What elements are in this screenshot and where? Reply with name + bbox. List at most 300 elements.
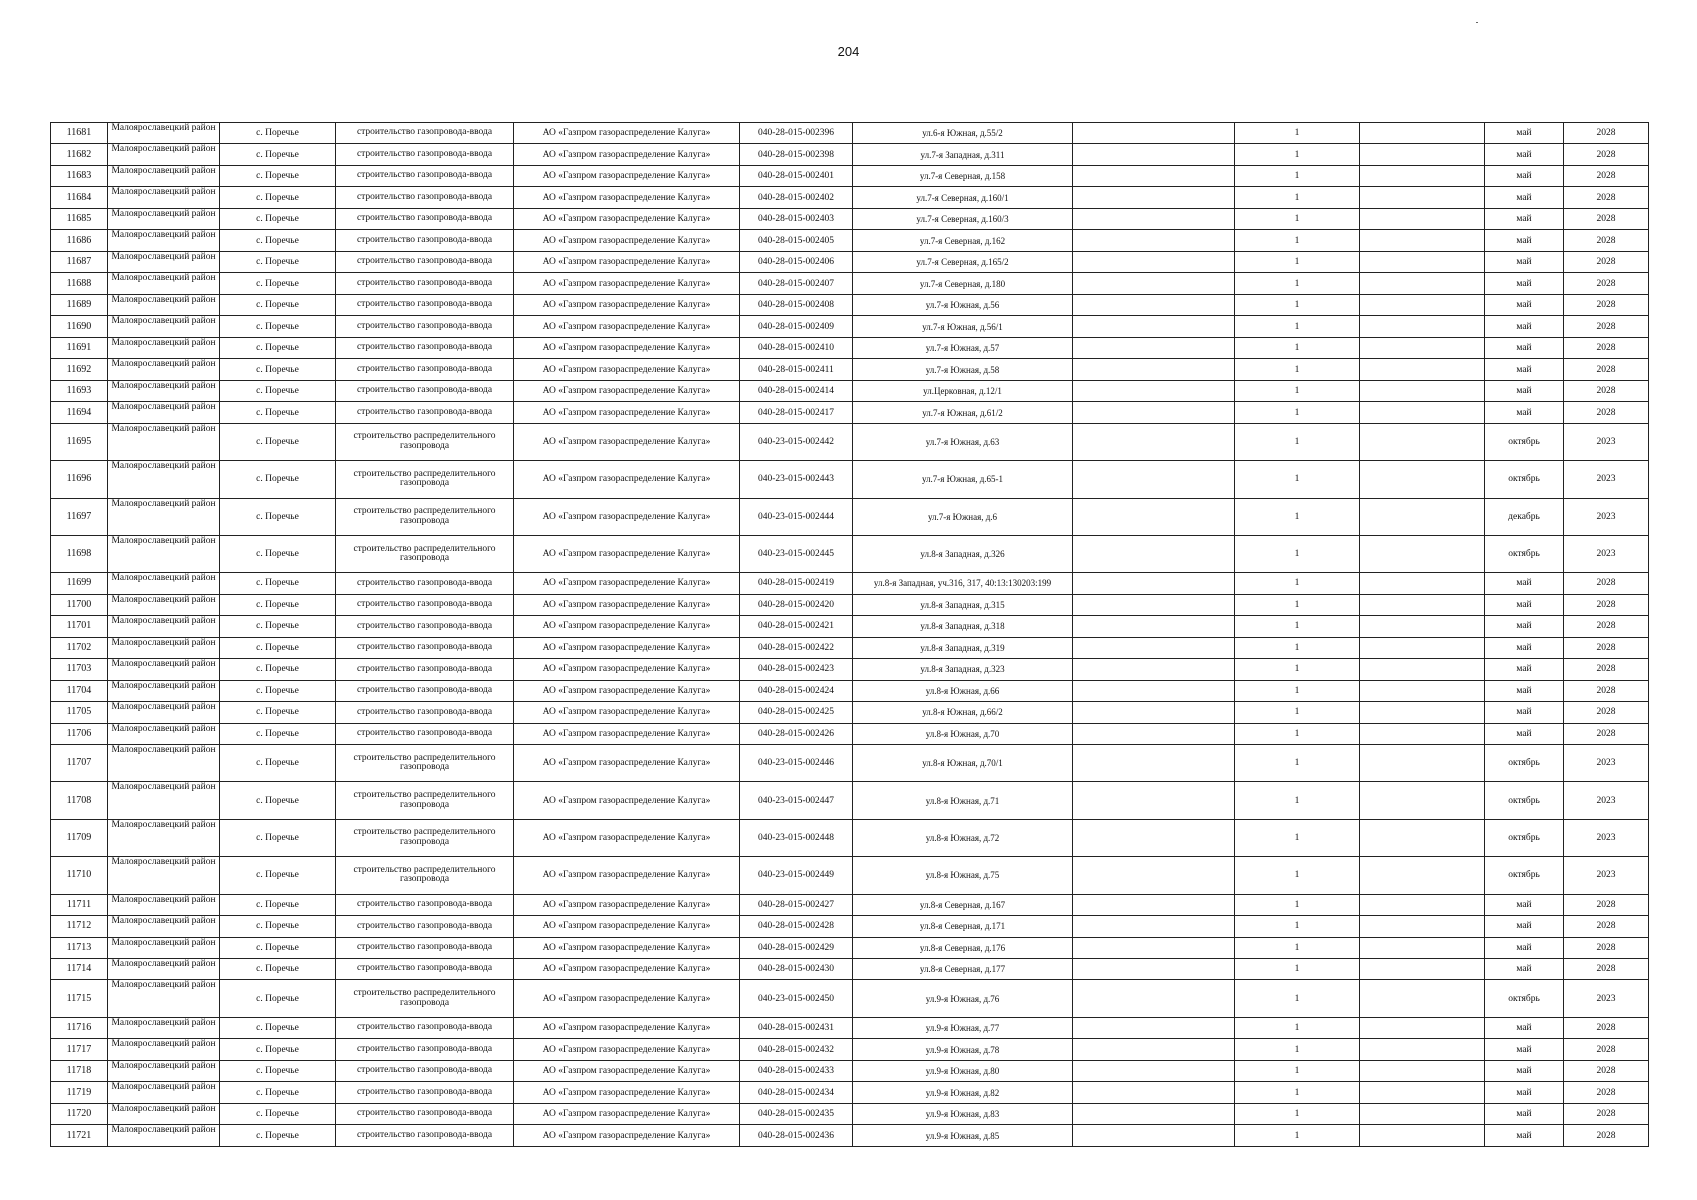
object-code-cell: 040-23-015-002448 [740, 819, 853, 856]
object-code-cell: 040-23-015-002444 [740, 498, 853, 535]
work-type-cell: строительство газопровода-ввода [336, 187, 514, 208]
month-cell: май [1485, 594, 1564, 615]
district-cell: Малоярославецкий район [108, 894, 220, 915]
quantity-cell: 1 [1235, 251, 1360, 272]
quantity-cell: 1 [1235, 958, 1360, 979]
empty-cell [1073, 535, 1235, 572]
company-cell: АО «Газпром газораспределение Калуга» [514, 937, 740, 958]
empty-cell [1073, 680, 1235, 701]
row-number: 11681 [51, 123, 108, 144]
object-code-cell: 040-28-015-002422 [740, 637, 853, 658]
settlement-cell: с. Поречье [220, 937, 336, 958]
table-row [51, 316, 1649, 337]
company-cell: АО «Газпром газораспределение Калуга» [514, 251, 740, 272]
object-code-cell: 040-23-015-002443 [740, 461, 853, 498]
address-cell: ул.9-я Южная, д.77 [853, 1017, 1073, 1038]
year-cell: 2023 [1564, 423, 1649, 460]
quantity-cell: 1 [1235, 165, 1360, 186]
company-cell: АО «Газпром газораспределение Калуга» [514, 659, 740, 680]
address-cell: ул.8-я Южная, д.70 [853, 723, 1073, 744]
row-number: 11691 [51, 337, 108, 358]
table-row [51, 745, 1649, 782]
row-number: 11707 [51, 745, 108, 782]
empty-cell [1360, 573, 1485, 594]
table-row [51, 1125, 1649, 1147]
company-cell: АО «Газпром газораспределение Калуга» [514, 616, 740, 637]
empty-cell [1073, 594, 1235, 615]
empty-cell [1360, 230, 1485, 251]
empty-cell [1073, 165, 1235, 186]
work-type-cell: строительство газопровода-ввода [336, 1060, 514, 1081]
empty-cell [1073, 144, 1235, 165]
work-type-cell: строительство газопровода-ввода [336, 402, 514, 423]
empty-cell [1360, 144, 1485, 165]
address-cell: ул.9-я Южная, д.80 [853, 1060, 1073, 1081]
month-cell: октябрь [1485, 980, 1564, 1017]
settlement-cell: с. Поречье [220, 144, 336, 165]
settlement-cell: с. Поречье [220, 594, 336, 615]
settlement-cell: с. Поречье [220, 1125, 336, 1147]
empty-cell [1360, 1082, 1485, 1103]
row-number: 11712 [51, 916, 108, 937]
district-cell: Малоярославецкий район [108, 723, 220, 744]
year-cell: 2028 [1564, 616, 1649, 637]
month-cell: май [1485, 702, 1564, 723]
district-cell: Малоярославецкий район [108, 423, 220, 460]
table-row [51, 187, 1649, 208]
address-cell: ул.8-я Южная, д.70/1 [853, 745, 1073, 782]
month-cell: май [1485, 723, 1564, 744]
table-row [51, 1017, 1649, 1038]
row-number: 11716 [51, 1017, 108, 1038]
company-cell: АО «Газпром газораспределение Калуга» [514, 857, 740, 894]
table-row [51, 573, 1649, 594]
work-type-cell: строительство газопровода-ввода [336, 165, 514, 186]
object-code-cell: 040-28-015-002431 [740, 1017, 853, 1038]
object-code-cell: 040-28-015-002436 [740, 1125, 853, 1147]
district-cell: Малоярославецкий район [108, 980, 220, 1017]
table-row [51, 461, 1649, 498]
district-cell: Малоярославецкий район [108, 819, 220, 856]
table-row [51, 916, 1649, 937]
row-number: 11686 [51, 230, 108, 251]
address-cell: ул.7-я Южная, д.56 [853, 294, 1073, 315]
month-cell: май [1485, 573, 1564, 594]
work-type-cell: строительство распределительного газопровода [336, 745, 514, 782]
work-type-cell: строительство газопровода-ввода [336, 294, 514, 315]
district-cell: Малоярославецкий район [108, 916, 220, 937]
table-row [51, 937, 1649, 958]
empty-cell [1073, 1039, 1235, 1060]
month-cell: май [1485, 187, 1564, 208]
address-cell: ул.7-я Северная, д.165/2 [853, 251, 1073, 272]
month-cell: октябрь [1485, 423, 1564, 460]
company-cell: АО «Газпром газораспределение Калуга» [514, 461, 740, 498]
year-cell: 2028 [1564, 294, 1649, 315]
work-type-cell: строительство распределительного газопровода [336, 535, 514, 572]
empty-cell [1073, 937, 1235, 958]
year-cell: 2028 [1564, 573, 1649, 594]
company-cell: АО «Газпром газораспределение Калуга» [514, 573, 740, 594]
address-cell: ул.7-я Северная, д.158 [853, 165, 1073, 186]
table-row [51, 894, 1649, 915]
settlement-cell: с. Поречье [220, 230, 336, 251]
row-number: 11693 [51, 380, 108, 401]
address-cell: ул.9-я Южная, д.78 [853, 1039, 1073, 1060]
year-cell: 2028 [1564, 680, 1649, 701]
settlement-cell: с. Поречье [220, 1103, 336, 1124]
quantity-cell: 1 [1235, 123, 1360, 144]
quantity-cell: 1 [1235, 916, 1360, 937]
month-cell: май [1485, 230, 1564, 251]
table-row [51, 723, 1649, 744]
empty-cell [1073, 702, 1235, 723]
object-code-cell: 040-23-015-002442 [740, 423, 853, 460]
work-type-cell: строительство газопровода-ввода [336, 680, 514, 701]
company-cell: АО «Газпром газораспределение Калуга» [514, 402, 740, 423]
quantity-cell: 1 [1235, 337, 1360, 358]
district-cell: Малоярославецкий район [108, 1060, 220, 1081]
company-cell: АО «Газпром газораспределение Калуга» [514, 723, 740, 744]
object-code-cell: 040-28-015-002429 [740, 937, 853, 958]
table-body [51, 123, 1649, 1147]
object-code-cell: 040-28-015-002414 [740, 380, 853, 401]
company-cell: АО «Газпром газораспределение Калуга» [514, 273, 740, 294]
empty-cell [1073, 616, 1235, 637]
empty-cell [1360, 594, 1485, 615]
address-cell: ул.8-я Южная, д.66/2 [853, 702, 1073, 723]
company-cell: АО «Газпром газораспределение Калуга» [514, 498, 740, 535]
empty-cell [1360, 702, 1485, 723]
table-row [51, 498, 1649, 535]
month-cell: май [1485, 165, 1564, 186]
company-cell: АО «Газпром газораспределение Калуга» [514, 894, 740, 915]
settlement-cell: с. Поречье [220, 1060, 336, 1081]
work-type-cell: строительство газопровода-ввода [336, 208, 514, 229]
empty-cell [1073, 359, 1235, 380]
object-code-cell: 040-28-015-002435 [740, 1103, 853, 1124]
table-row [51, 423, 1649, 460]
settlement-cell: с. Поречье [220, 573, 336, 594]
settlement-cell: с. Поречье [220, 916, 336, 937]
empty-cell [1073, 723, 1235, 744]
month-cell: май [1485, 359, 1564, 380]
table-row [51, 1082, 1649, 1103]
empty-cell [1360, 359, 1485, 380]
month-cell: май [1485, 958, 1564, 979]
empty-cell [1360, 1060, 1485, 1081]
address-cell: ул.8-я Северная, д.177 [853, 958, 1073, 979]
empty-cell [1360, 498, 1485, 535]
row-number: 11715 [51, 980, 108, 1017]
settlement-cell: с. Поречье [220, 294, 336, 315]
empty-cell [1360, 937, 1485, 958]
empty-cell [1360, 659, 1485, 680]
district-cell: Малоярославецкий район [108, 144, 220, 165]
settlement-cell: с. Поречье [220, 337, 336, 358]
object-code-cell: 040-28-015-002396 [740, 123, 853, 144]
row-number: 11684 [51, 187, 108, 208]
year-cell: 2028 [1564, 359, 1649, 380]
quantity-cell: 1 [1235, 782, 1360, 819]
empty-cell [1073, 402, 1235, 423]
settlement-cell: с. Поречье [220, 894, 336, 915]
address-cell: ул.7-я Южная, д.65-1 [853, 461, 1073, 498]
quantity-cell: 1 [1235, 680, 1360, 701]
empty-cell [1073, 916, 1235, 937]
settlement-cell: с. Поречье [220, 745, 336, 782]
month-cell: октябрь [1485, 461, 1564, 498]
company-cell: АО «Газпром газораспределение Калуга» [514, 680, 740, 701]
year-cell: 2028 [1564, 273, 1649, 294]
quantity-cell: 1 [1235, 294, 1360, 315]
work-type-cell: строительство распределительного газопровода [336, 857, 514, 894]
settlement-cell: с. Поречье [220, 702, 336, 723]
row-number: 11705 [51, 702, 108, 723]
district-cell: Малоярославецкий район [108, 402, 220, 423]
address-cell: ул.6-я Южная, д.55/2 [853, 123, 1073, 144]
object-code-cell: 040-28-015-002426 [740, 723, 853, 744]
object-code-cell: 040-28-015-002401 [740, 165, 853, 186]
district-cell: Малоярославецкий район [108, 187, 220, 208]
table-row [51, 958, 1649, 979]
year-cell: 2023 [1564, 819, 1649, 856]
address-cell: ул.8-я Северная, д.171 [853, 916, 1073, 937]
year-cell: 2028 [1564, 187, 1649, 208]
month-cell: май [1485, 894, 1564, 915]
month-cell: май [1485, 659, 1564, 680]
empty-cell [1073, 316, 1235, 337]
year-cell: 2028 [1564, 1060, 1649, 1081]
work-type-cell: строительство газопровода-ввода [336, 937, 514, 958]
quantity-cell: 1 [1235, 423, 1360, 460]
object-code-cell: 040-23-015-002450 [740, 980, 853, 1017]
empty-cell [1073, 1017, 1235, 1038]
settlement-cell: с. Поречье [220, 723, 336, 744]
empty-cell [1360, 723, 1485, 744]
company-cell: АО «Газпром газораспределение Калуга» [514, 745, 740, 782]
company-cell: АО «Газпром газораспределение Калуга» [514, 702, 740, 723]
district-cell: Малоярославецкий район [108, 316, 220, 337]
row-number: 11692 [51, 359, 108, 380]
year-cell: 2028 [1564, 916, 1649, 937]
empty-cell [1360, 916, 1485, 937]
empty-cell [1360, 294, 1485, 315]
company-cell: АО «Газпром газораспределение Калуга» [514, 980, 740, 1017]
company-cell: АО «Газпром газораспределение Калуга» [514, 337, 740, 358]
row-number: 11700 [51, 594, 108, 615]
work-type-cell: строительство газопровода-ввода [336, 1103, 514, 1124]
work-type-cell: строительство газопровода-ввода [336, 337, 514, 358]
settlement-cell: с. Поречье [220, 498, 336, 535]
settlement-cell: с. Поречье [220, 659, 336, 680]
empty-cell [1360, 745, 1485, 782]
quantity-cell: 1 [1235, 230, 1360, 251]
address-cell: ул.7-я Южная, д.57 [853, 337, 1073, 358]
scan-speck [1476, 22, 1478, 23]
company-cell: АО «Газпром газораспределение Калуга» [514, 958, 740, 979]
work-type-cell: строительство распределительного газопровода [336, 423, 514, 460]
company-cell: АО «Газпром газораспределение Калуга» [514, 594, 740, 615]
empty-cell [1360, 616, 1485, 637]
object-code-cell: 040-28-015-002402 [740, 187, 853, 208]
empty-cell [1360, 273, 1485, 294]
row-number: 11702 [51, 637, 108, 658]
month-cell: май [1485, 1017, 1564, 1038]
company-cell: АО «Газпром газораспределение Калуга» [514, 294, 740, 315]
year-cell: 2028 [1564, 230, 1649, 251]
district-cell: Малоярославецкий район [108, 1082, 220, 1103]
table-row [51, 165, 1649, 186]
address-cell: ул.8-я Западная, д.315 [853, 594, 1073, 615]
district-cell: Малоярославецкий район [108, 165, 220, 186]
district-cell: Малоярославецкий район [108, 123, 220, 144]
year-cell: 2028 [1564, 251, 1649, 272]
quantity-cell: 1 [1235, 894, 1360, 915]
quantity-cell: 1 [1235, 857, 1360, 894]
quantity-cell: 1 [1235, 573, 1360, 594]
empty-cell [1360, 1017, 1485, 1038]
object-code-cell: 040-28-015-002432 [740, 1039, 853, 1060]
quantity-cell: 1 [1235, 980, 1360, 1017]
year-cell: 2028 [1564, 637, 1649, 658]
company-cell: АО «Газпром газораспределение Калуга» [514, 1082, 740, 1103]
address-cell: ул.7-я Южная, д.6 [853, 498, 1073, 535]
year-cell: 2028 [1564, 1103, 1649, 1124]
month-cell: май [1485, 937, 1564, 958]
work-type-cell: строительство газопровода-ввода [336, 1017, 514, 1038]
company-cell: АО «Газпром газораспределение Калуга» [514, 380, 740, 401]
quantity-cell: 1 [1235, 745, 1360, 782]
work-type-cell: строительство газопровода-ввода [336, 573, 514, 594]
address-cell: ул.9-я Южная, д.82 [853, 1082, 1073, 1103]
settlement-cell: с. Поречье [220, 359, 336, 380]
quantity-cell: 1 [1235, 1060, 1360, 1081]
district-cell: Малоярославецкий район [108, 937, 220, 958]
object-code-cell: 040-28-015-002408 [740, 294, 853, 315]
address-cell: ул.8-я Северная, д.167 [853, 894, 1073, 915]
row-number: 11699 [51, 573, 108, 594]
row-number: 11717 [51, 1039, 108, 1060]
object-code-cell: 040-28-015-002424 [740, 680, 853, 701]
empty-cell [1360, 680, 1485, 701]
address-cell: ул.Церковная, д.12/1 [853, 380, 1073, 401]
month-cell: май [1485, 616, 1564, 637]
empty-cell [1073, 637, 1235, 658]
company-cell: АО «Газпром газораспределение Калуга» [514, 123, 740, 144]
company-cell: АО «Газпром газораспределение Калуга» [514, 165, 740, 186]
empty-cell [1360, 251, 1485, 272]
empty-cell [1360, 535, 1485, 572]
address-cell: ул.8-я Западная, д.323 [853, 659, 1073, 680]
district-cell: Малоярославецкий район [108, 857, 220, 894]
district-cell: Малоярославецкий район [108, 251, 220, 272]
empty-cell [1360, 402, 1485, 423]
object-code-cell: 040-28-015-002425 [740, 702, 853, 723]
year-cell: 2028 [1564, 723, 1649, 744]
district-cell: Малоярославецкий район [108, 782, 220, 819]
address-cell: ул.7-я Северная, д.180 [853, 273, 1073, 294]
work-type-cell: строительство газопровода-ввода [336, 659, 514, 680]
work-type-cell: строительство распределительного газопровода [336, 980, 514, 1017]
work-type-cell: строительство газопровода-ввода [336, 1039, 514, 1060]
company-cell: АО «Газпром газораспределение Калуга» [514, 1039, 740, 1060]
table-row [51, 123, 1649, 144]
settlement-cell: с. Поречье [220, 1017, 336, 1038]
empty-cell [1073, 230, 1235, 251]
row-number: 11688 [51, 273, 108, 294]
address-cell: ул.8-я Южная, д.66 [853, 680, 1073, 701]
settlement-cell: с. Поречье [220, 123, 336, 144]
district-cell: Малоярославецкий район [108, 637, 220, 658]
year-cell: 2023 [1564, 535, 1649, 572]
empty-cell [1360, 337, 1485, 358]
object-code-cell: 040-28-015-002421 [740, 616, 853, 637]
row-number: 11682 [51, 144, 108, 165]
empty-cell [1073, 208, 1235, 229]
company-cell: АО «Газпром газораспределение Калуга» [514, 1017, 740, 1038]
object-code-cell: 040-28-015-002427 [740, 894, 853, 915]
year-cell: 2028 [1564, 316, 1649, 337]
address-cell: ул.8-я Северная, д.176 [853, 937, 1073, 958]
object-code-cell: 040-28-015-002434 [740, 1082, 853, 1103]
settlement-cell: с. Поречье [220, 819, 336, 856]
address-cell: ул.8-я Западная, уч.316, 317, 40:13:130203:199 [853, 573, 1073, 594]
object-code-cell: 040-28-015-002417 [740, 402, 853, 423]
table-row [51, 1060, 1649, 1081]
company-cell: АО «Газпром газораспределение Калуга» [514, 819, 740, 856]
table-row [51, 380, 1649, 401]
work-type-cell: строительство газопровода-ввода [336, 1082, 514, 1103]
company-cell: АО «Газпром газораспределение Калуга» [514, 1103, 740, 1124]
empty-cell [1073, 251, 1235, 272]
district-cell: Малоярославецкий район [108, 359, 220, 380]
settlement-cell: с. Поречье [220, 208, 336, 229]
row-number: 11720 [51, 1103, 108, 1124]
row-number: 11687 [51, 251, 108, 272]
work-type-cell: строительство газопровода-ввода [336, 894, 514, 915]
settlement-cell: с. Поречье [220, 680, 336, 701]
address-cell: ул.8-я Южная, д.72 [853, 819, 1073, 856]
empty-cell [1073, 782, 1235, 819]
address-cell: ул.7-я Южная, д.63 [853, 423, 1073, 460]
work-type-cell: строительство газопровода-ввода [336, 1125, 514, 1147]
empty-cell [1073, 857, 1235, 894]
year-cell: 2028 [1564, 208, 1649, 229]
year-cell: 2028 [1564, 594, 1649, 615]
row-number: 11683 [51, 165, 108, 186]
year-cell: 2023 [1564, 980, 1649, 1017]
empty-cell [1073, 745, 1235, 782]
district-cell: Малоярославецкий район [108, 1017, 220, 1038]
settlement-cell: с. Поречье [220, 980, 336, 1017]
work-type-cell: строительство газопровода-ввода [336, 702, 514, 723]
quantity-cell: 1 [1235, 637, 1360, 658]
table-row [51, 637, 1649, 658]
address-cell: ул.9-я Южная, д.76 [853, 980, 1073, 1017]
month-cell: октябрь [1485, 819, 1564, 856]
district-cell: Малоярославецкий район [108, 208, 220, 229]
address-cell: ул.7-я Северная, д.160/1 [853, 187, 1073, 208]
row-number: 11689 [51, 294, 108, 315]
year-cell: 2023 [1564, 782, 1649, 819]
empty-cell [1073, 423, 1235, 460]
object-code-cell: 040-28-015-002423 [740, 659, 853, 680]
object-code-cell: 040-28-015-002433 [740, 1060, 853, 1081]
empty-cell [1360, 316, 1485, 337]
empty-cell [1360, 637, 1485, 658]
month-cell: октябрь [1485, 535, 1564, 572]
